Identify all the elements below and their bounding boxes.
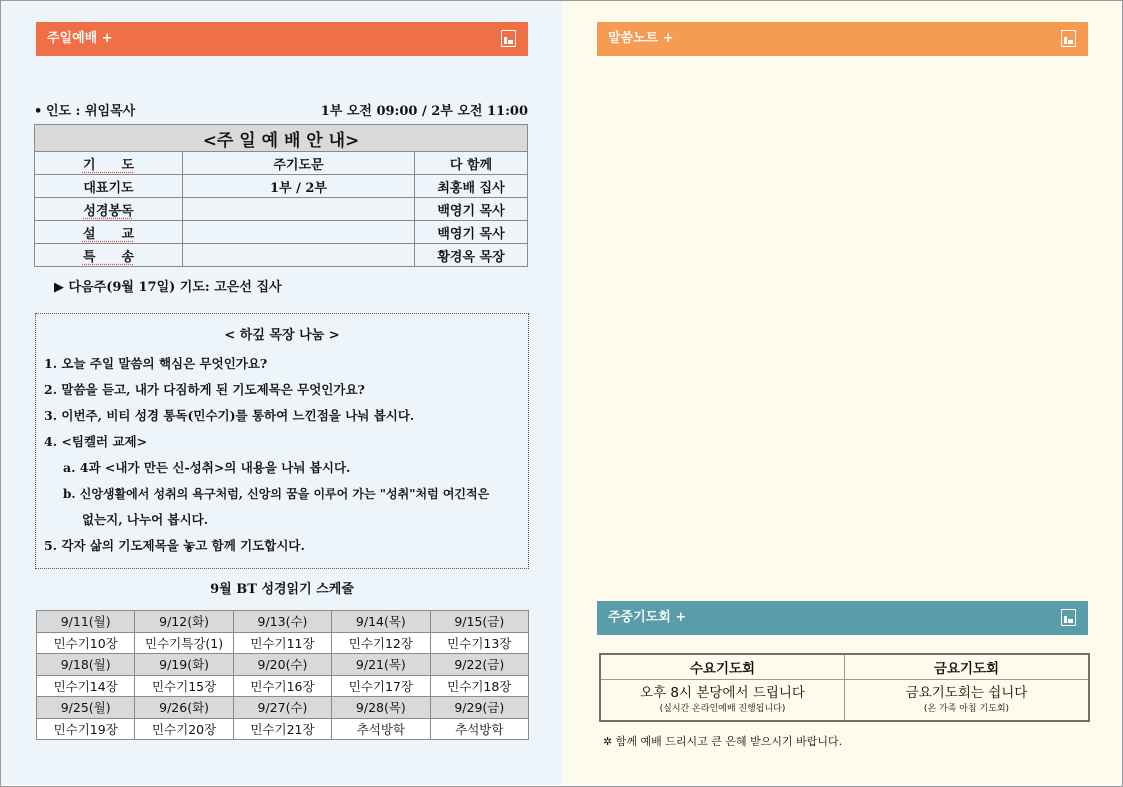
prayer-header[interactable] [597, 601, 1088, 635]
reading-cell: 민수기18장 [430, 675, 528, 697]
wednesday-main: 오후 8시 본당에서 드립니다 [640, 685, 805, 702]
prayer-header-label: 주중기도회 + [608, 610, 687, 625]
table-row [35, 175, 528, 198]
table-row [600, 679, 1089, 721]
reading-cell: 민수기14장 [37, 675, 135, 697]
friday-heading: 금요기도회 [845, 654, 1090, 679]
question-item: 5. 각자 삶의 기도제목을 놓고 함께 기도합시다. [44, 538, 305, 553]
role-cell: 설 교 [82, 226, 135, 242]
question-item: 3. 이번주, 비티 성경 통독(민수기)를 통하여 느낀점을 나눠 봅시다. [44, 408, 415, 423]
date-cell: 9/14(목) [332, 611, 430, 633]
role-cell: 대표기도 [35, 175, 183, 198]
date-cell: 9/20(수) [233, 654, 331, 676]
table-row [35, 244, 528, 267]
reading-cell: 민수기21장 [233, 718, 331, 740]
reading-cell: 민수기20장 [135, 718, 233, 740]
reading-cell: 추석방학 [332, 718, 430, 740]
table-row [37, 718, 529, 740]
sharing-box [35, 313, 529, 569]
friday-sub: (온 가족 아침 기도회) [923, 704, 1010, 715]
person-cell: 황경옥 목장 [415, 244, 528, 267]
panel-icon[interactable] [1061, 30, 1076, 47]
reading-cell: 민수기12장 [332, 632, 430, 654]
leader-line [34, 100, 528, 119]
table-row [35, 152, 528, 175]
reading-cell: 민수기11장 [233, 632, 331, 654]
friday-main: 금요기도회는 쉽니다 [905, 685, 1028, 702]
schedule-table [36, 610, 529, 740]
table-row [35, 198, 528, 221]
notes-header-label: 말씀노트 + [608, 31, 674, 46]
reading-cell: 추석방학 [430, 718, 528, 740]
wednesday-heading: 수요기도회 [600, 654, 845, 679]
date-cell: 9/13(수) [233, 611, 331, 633]
role-cell: 기 도 [82, 157, 135, 173]
reading-cell: 민수기17장 [332, 675, 430, 697]
date-cell: 9/28(목) [332, 697, 430, 719]
role-cell: 특 송 [82, 249, 135, 265]
person-cell: 최홍배 집사 [415, 175, 528, 198]
detail-cell: 1부 / 2부 [183, 175, 415, 198]
question-subitem-cont: 없는지, 나누어 봅시다. [82, 512, 209, 527]
date-cell: 9/19(화) [135, 654, 233, 676]
date-cell: 9/12(화) [135, 611, 233, 633]
detail-cell [183, 198, 415, 221]
person-cell: 백영기 목사 [415, 221, 528, 244]
bullet-icon: • [34, 104, 43, 119]
reading-cell: 민수기19장 [37, 718, 135, 740]
panel-icon[interactable] [501, 30, 516, 47]
reading-cell: 민수기16장 [233, 675, 331, 697]
reading-cell: 민수기10장 [37, 632, 135, 654]
table-row [37, 697, 529, 719]
date-cell: 9/11(월) [37, 611, 135, 633]
footnote: ✲ 함께 예배 드리시고 큰 은혜 받으시기 바랍니다. [603, 735, 843, 748]
wednesday-info [600, 679, 845, 721]
panel-icon[interactable] [1061, 609, 1076, 626]
reading-cell: 민수기15장 [135, 675, 233, 697]
date-cell: 9/27(수) [233, 697, 331, 719]
question-subitem: b. 신앙생활에서 성취의 욕구처럼, 신앙의 꿈을 이루어 가는 "성취"처럼 여긴적은 [63, 487, 490, 501]
table-row [37, 611, 529, 633]
notes-header[interactable] [597, 22, 1088, 56]
detail-cell [183, 221, 415, 244]
sharing-title: < 하깊 목장 나눔 > [224, 328, 340, 343]
schedule-title: 9월 BT 성경읽기 스케줄 [210, 582, 354, 597]
question-item: 2. 말씀을 듣고, 내가 다짐하게 된 기도제목은 무엇인가요? [44, 382, 365, 397]
role-cell: 성경봉독 [83, 203, 134, 219]
table-row [37, 675, 529, 697]
date-cell: 9/29(금) [430, 697, 528, 719]
question-item: 4. <팀켈러 교제> [44, 434, 148, 449]
prayer-table [599, 653, 1090, 722]
date-cell: 9/18(월) [37, 654, 135, 676]
date-cell: 9/22(금) [430, 654, 528, 676]
date-cell: 9/15(금) [430, 611, 528, 633]
friday-info [845, 679, 1090, 721]
worship-header-label: 주일예배 + [47, 31, 113, 46]
detail-cell [183, 244, 415, 267]
date-cell: 9/26(화) [135, 697, 233, 719]
table-row [37, 654, 529, 676]
table-row [37, 632, 529, 654]
reading-cell: 민수기13장 [430, 632, 528, 654]
table-row [600, 654, 1089, 679]
date-cell: 9/21(목) [332, 654, 430, 676]
service-table [34, 124, 528, 267]
question-subitem: a. 4과 <내가 만든 신-성취>의 내용을 나눠 봅시다. [63, 460, 351, 475]
service-table-title: <주 일 예 배 안 내> [35, 125, 528, 152]
leader-text: 인도 : 위임목사 [46, 104, 136, 119]
next-week-prayer: ▶ 다음주(9월 17일) 기도: 고은선 집사 [54, 280, 282, 295]
wednesday-sub: (실시간 온라인예배 진행됩니다) [659, 704, 786, 715]
date-cell: 9/25(월) [37, 697, 135, 719]
detail-cell: 주기도문 [183, 152, 415, 175]
person-cell: 백영기 목사 [415, 198, 528, 221]
service-times: 1부 오전 09:00 / 2부 오전 11:00 [320, 104, 528, 119]
table-row [35, 221, 528, 244]
worship-header[interactable] [36, 22, 528, 56]
reading-cell: 민수기특강(1) [135, 632, 233, 654]
question-item: 1. 오늘 주일 말씀의 핵심은 무엇인가요? [44, 356, 268, 371]
person-cell: 다 함께 [415, 152, 528, 175]
